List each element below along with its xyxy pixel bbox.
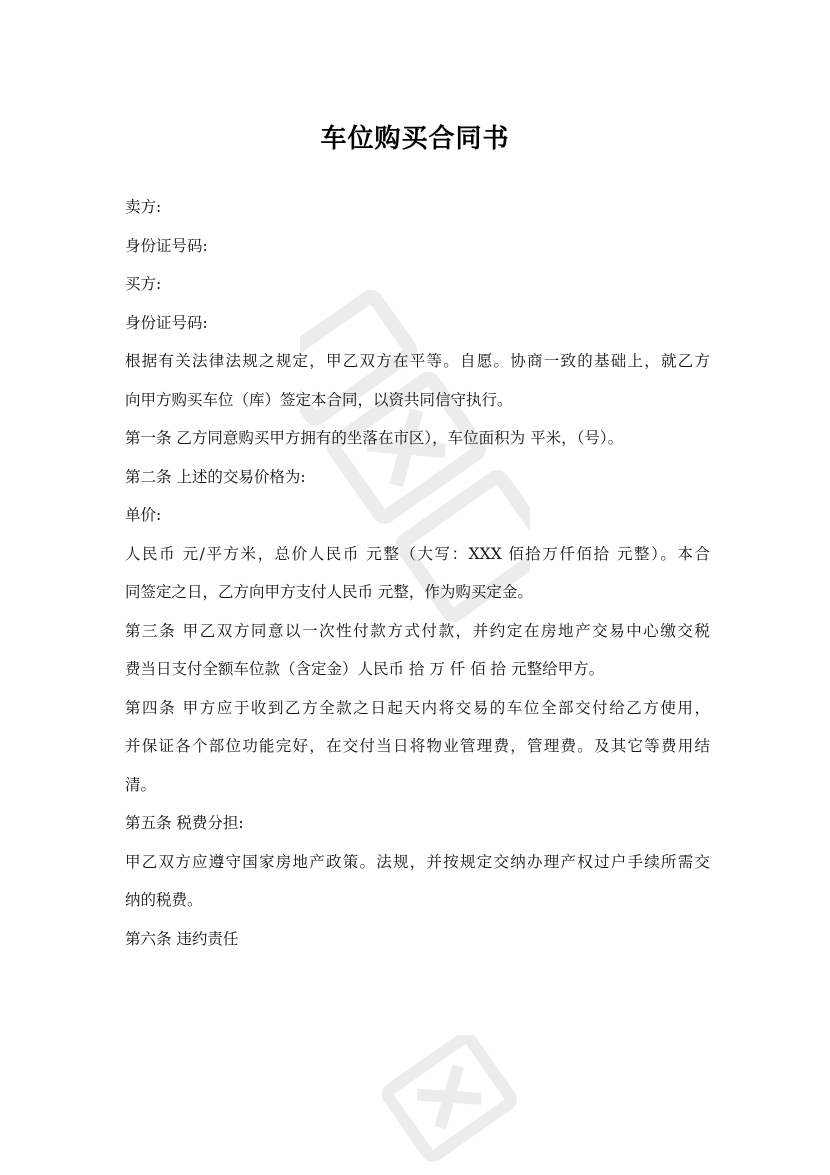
article-4-line-1: 第四条 甲方应于收到乙方全款之日起天内将交易的车位全部交付给乙方使用， <box>125 698 710 717</box>
article-3-line-1: 第三条 甲乙双方同意以一次性付款方式付款，并约定在房地产交易中心缴交税 <box>125 621 710 640</box>
unit-price-label: 单价: <box>125 506 162 524</box>
price-line-1: 人民币 元/平方米，总价人民币 元整（大写：XXX 佰拾万仟佰拾 元整）。本合 <box>125 544 710 563</box>
buyer-line: 买方: <box>125 275 162 293</box>
article-6-heading: 第六条 违约责任 <box>125 929 239 948</box>
preamble-line-2: 向甲方购买车位（库）签定本合同，以资共同信守执行。 <box>125 390 513 409</box>
article-3-line-2: 费当日支付全额车位款（含定金）人民币 拾 万 仟 佰 拾 元整给甲方。 <box>125 660 605 678</box>
buyer-id-line: 身份证号码: <box>125 313 208 332</box>
article-4-line-2: 并保证各个部位功能完好，在交付当日将物业管理费，管理费。及其它等费用结 <box>125 737 710 755</box>
document-body <box>125 188 710 958</box>
watermark-logo-bottom <box>370 1035 540 1175</box>
article-4-line-3: 清。 <box>125 775 157 794</box>
article-1-line: 第一条 乙方同意购买甲方拥有的坐落在市区），车位面积为 平米，（号）。 <box>125 429 624 447</box>
seller-line: 卖方: <box>125 198 162 216</box>
article-2-heading: 第二条 上述的交易价格为: <box>125 467 306 486</box>
article-5-line-1: 甲乙双方应遵守国家房地产政策。法规，并按规定交纳办理产权过户手续所需交 <box>125 852 710 871</box>
price-line-2: 同签定之日，乙方向甲方支付人民币 元整，作为购买定金。 <box>125 583 533 601</box>
article-5-heading: 第五条 税费分担: <box>125 814 244 832</box>
seller-id-line: 身份证号码: <box>125 236 208 255</box>
article-5-line-2: 纳的税费。 <box>125 891 203 909</box>
document-title: 车位购买合同书 <box>320 124 510 154</box>
preamble-line-1: 根据有关法律法规之规定，甲乙双方在平等。自愿。协商一致的基础上，就乙方 <box>125 352 710 370</box>
